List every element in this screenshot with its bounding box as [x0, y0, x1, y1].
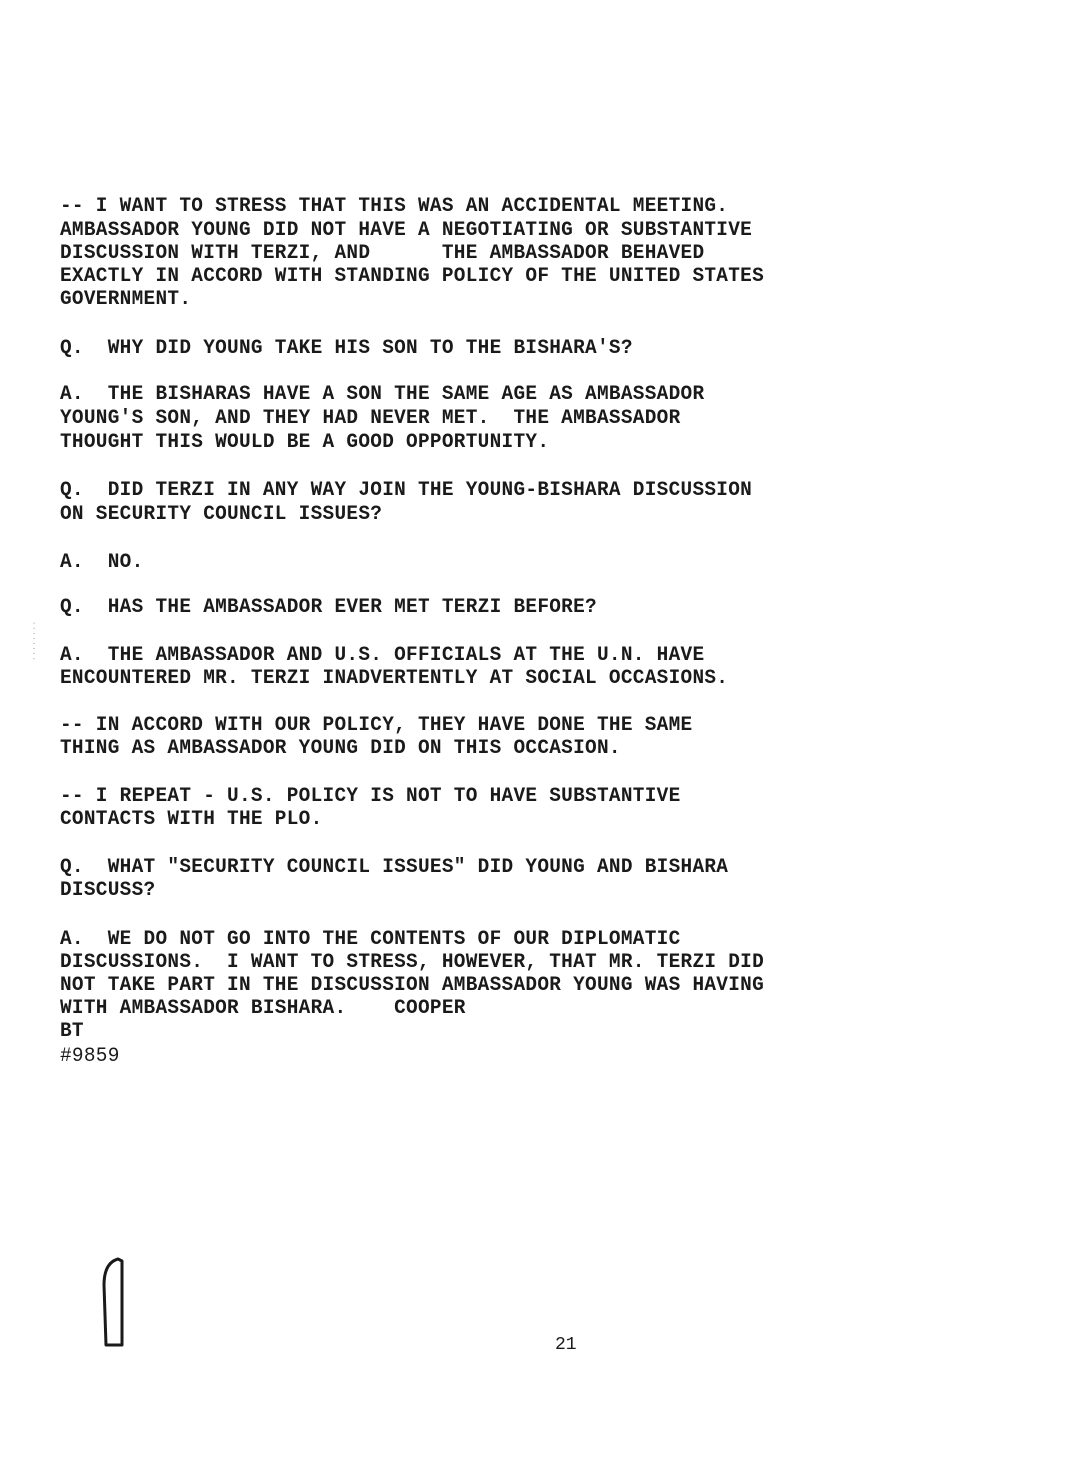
text-line: Q. DID TERZI IN ANY WAY JOIN THE YOUNG-BISHARA DISCUSSION — [60, 479, 753, 502]
text-line: -- I REPEAT - U.S. POLICY IS NOT TO HAVE SUBSTANTIVE — [60, 785, 681, 808]
text-line: -- IN ACCORD WITH OUR POLICY, THEY HAVE DONE THE SAME — [60, 714, 693, 737]
text-line: THOUGHT THIS WOULD BE A GOOD OPPORTUNITY. — [60, 431, 550, 454]
text-line: DISCUSSIONS. I WANT TO STRESS, HOWEVER, THAT MR. TERZI DID — [60, 951, 765, 974]
text-line: NOT TAKE PART IN THE DISCUSSION AMBASSADOR YOUNG WAS HAVING — [60, 974, 765, 997]
text-line: WITH AMBASSADOR BISHARA. COOPER — [60, 997, 466, 1020]
text-line: BT — [60, 1020, 84, 1043]
text-line: GOVERNMENT. — [60, 288, 192, 311]
text-line: Q. HAS THE AMBASSADOR EVER MET TERZI BEFORE? — [60, 596, 597, 619]
text-line: Q. WHY DID YOUNG TAKE HIS SON TO THE BISHARA'S? — [60, 337, 633, 360]
text-line: A. THE BISHARAS HAVE A SON THE SAME AGE AS AMBASSADOR — [60, 383, 705, 406]
text-line: A. THE AMBASSADOR AND U.S. OFFICIALS AT THE U.N. HAVE — [60, 644, 705, 667]
margin-declassification-stamp — [30, 340, 50, 660]
text-line: EXACTLY IN ACCORD WITH STANDING POLICY OF THE UNITED STATES — [60, 265, 765, 288]
text-line: -- I WANT TO STRESS THAT THIS WAS AN ACCIDENTAL MEETING. — [60, 195, 729, 218]
text-line: THING AS AMBASSADOR YOUNG DID ON THIS OCCASION. — [60, 737, 621, 760]
margin-stamp-text: · · · · · · · · — [30, 621, 39, 660]
text-line: ON SECURITY COUNCIL ISSUES? — [60, 503, 383, 526]
text-line: Q. WHAT "SECURITY COUNCIL ISSUES" DID YOUNG AND BISHARA — [60, 856, 729, 879]
text-line: A. WE DO NOT GO INTO THE CONTENTS OF OUR DIPLOMATIC — [60, 928, 681, 951]
text-line: ENCOUNTERED MR. TERZI INADVERTENTLY AT SOCIAL OCCASIONS. — [60, 667, 729, 690]
handwritten-mark-icon — [100, 1255, 130, 1350]
text-line: AMBASSADOR YOUNG DID NOT HAVE A NEGOTIATING OR SUBSTANTIVE — [60, 219, 753, 242]
text-line: DISCUSSION WITH TERZI, AND THE AMBASSADOR BEHAVED — [60, 242, 705, 265]
page-number: 21 — [555, 1335, 577, 1355]
text-line: CONTACTS WITH THE PLO. — [60, 808, 323, 831]
text-line: YOUNG'S SON, AND THEY HAD NEVER MET. THE AMBASSADOR — [60, 407, 681, 430]
text-line: #9859 — [60, 1045, 120, 1068]
text-line: DISCUSS? — [60, 879, 156, 902]
text-line: A. NO. — [60, 551, 144, 574]
